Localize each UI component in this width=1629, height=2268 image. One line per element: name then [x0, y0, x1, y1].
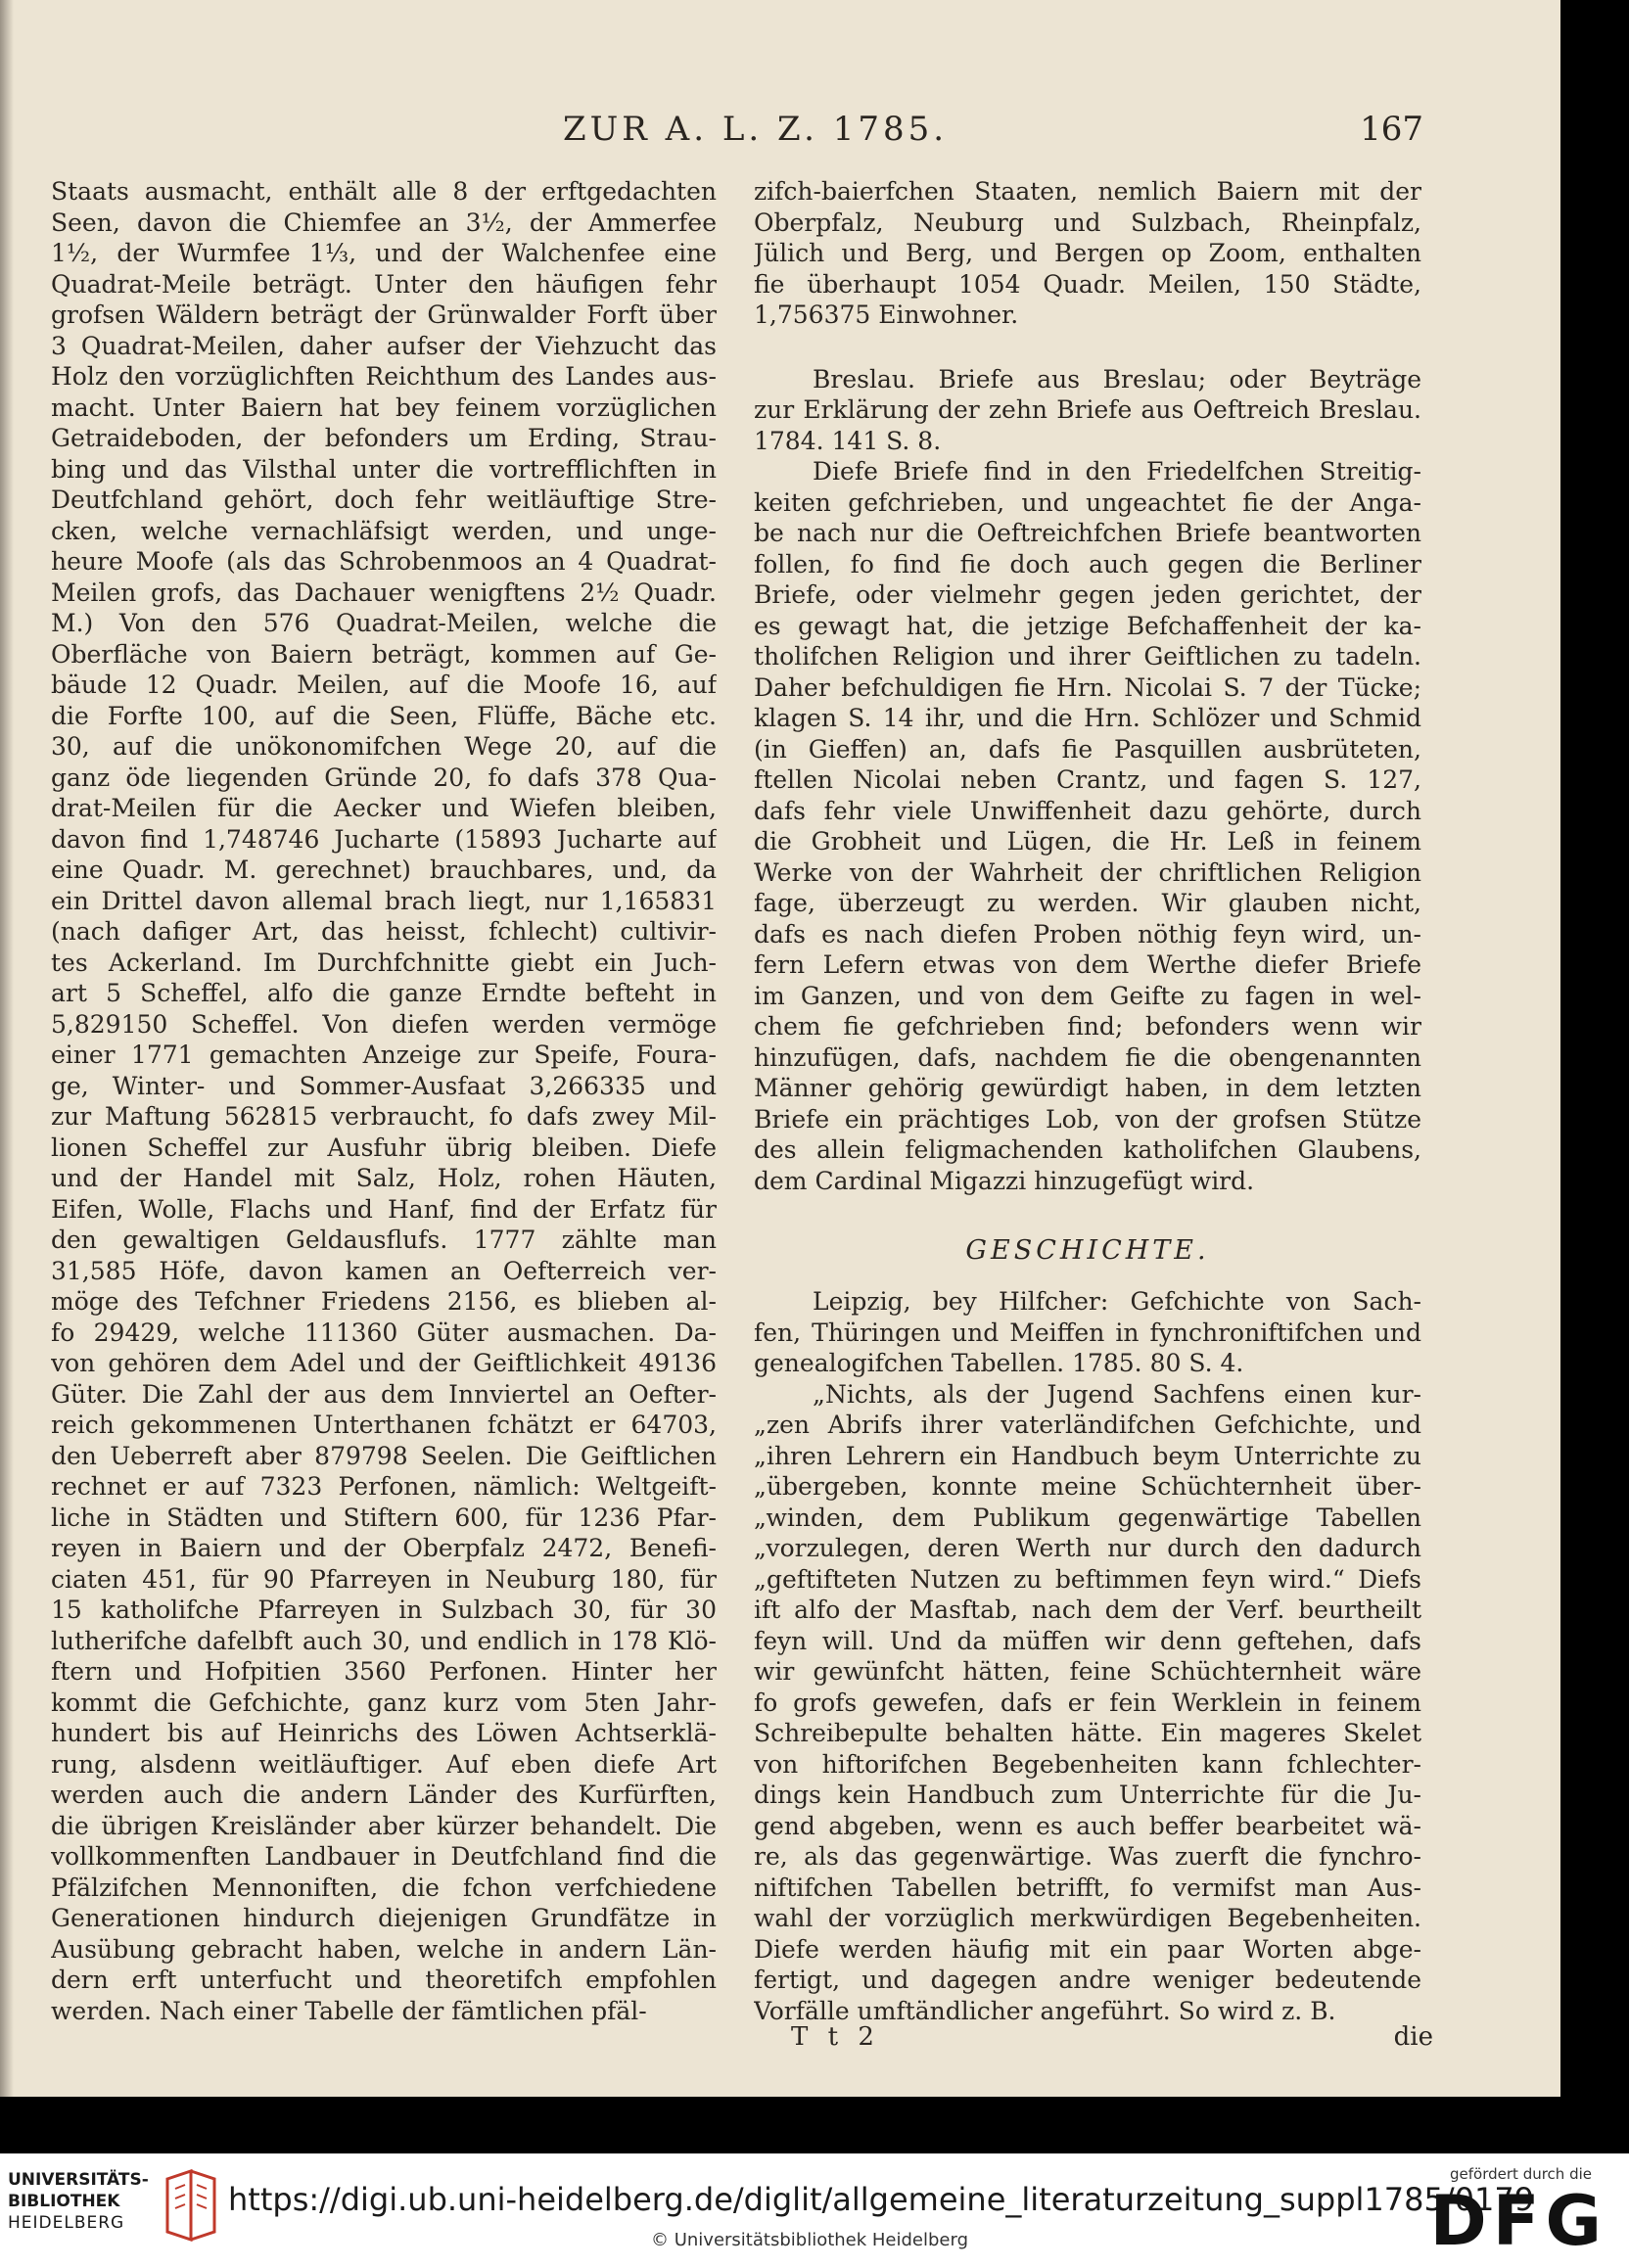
text-line: fertigt, und dagegen andre weniger bedeutende [754, 1966, 1421, 1994]
text-line: lionen Scheffel zur Ausfuhr übrig bleiben. Diefe [51, 1133, 717, 1162]
text-line: fo 29429, welche 111360 Güter ausmachen. Da- [51, 1318, 717, 1347]
text-line: eine Quadr. M. gerechnet) brauchbares, und, da [51, 856, 717, 884]
text-line: Seen, davon die Chiemfee an 3½, der Ammerfee [51, 208, 717, 237]
text-block-leipzig-review [754, 1286, 1421, 2026]
text-line: fo grofs gewefen, dafs er fein Werklein in feinem [754, 1688, 1421, 1717]
text-line: „geftifteten Nutzen zu beftimmen feyn wird.“ Diefs [754, 1564, 1421, 1594]
text-line: Quadrat-Meile beträgt. Unter den häufigen fehr [51, 269, 717, 299]
text-line: cken, welche vernachläfsigt werden, und unge- [51, 516, 717, 545]
text-line: Briefe ein prächtiges Lob, von der grofsen Stütze [754, 1104, 1421, 1134]
text-line: wahl der vorzüglich merkwürdigen Begebenheiten. [754, 1904, 1421, 1932]
text-line: möge des Tefchner Friedens 2156, es blieben al- [51, 1287, 717, 1316]
text-line: Meilen grofs, das Dachauer wenigftens 2½ Quadr. [51, 578, 717, 607]
text-line: werden auch die andern Länder des Kurfürften, [51, 1781, 717, 1809]
institution-line: BIBLIOTHEK [8, 2192, 120, 2211]
text-line: „übergeben, konnte meine Schüchternheit über- [754, 1472, 1421, 1501]
text-line: keiten gefchrieben, und ungeachtet fie der Anga- [754, 487, 1421, 517]
text-line: Staats ausmacht, enthält alle 8 der erftgedachten [51, 177, 717, 206]
text-line: fern Lefern etwas von dem Werthe diefer Briefe [754, 950, 1421, 979]
text-block-breslau-review [754, 364, 1421, 1197]
text-line: follen, fo find fie doch auch gegen die Berliner [754, 549, 1421, 579]
running-head-title: ZUR A. L. Z. 1785. [563, 110, 949, 149]
running-head [563, 110, 1423, 149]
text-line: kommt die Gefchichte, ganz kurz vom 5ten Jahr- [51, 1688, 717, 1717]
text-line: Generationen hindurch diejenigen Grundfätze in [51, 1904, 717, 1932]
text-line: Breslau. Briefe aus Breslau; oder Beyträge [813, 364, 1421, 393]
text-line: fage, überzeugt zu werden. Wir glauben nicht, [754, 889, 1421, 917]
text-line: 1784. 141 S. 8. [754, 426, 942, 455]
text-line: dern erft unterfucht und theoretifch empfohlen [51, 1966, 717, 1994]
text-line: ftern und Hofpitien 3560 Perfonen. Hinter her [51, 1657, 717, 1686]
text-line: wir gewünfcht hätten, feine Schüchternheit wäre [754, 1657, 1421, 1686]
signature-mark: T t 2 [791, 2022, 880, 2052]
text-line: 31,585 Höfe, davon kamen an Oefterreich ver- [51, 1256, 717, 1285]
funded-by-label: gefördert durch die [1450, 2165, 1592, 2183]
text-line: Werke von der Wahrheit der chriftlichen Religion [754, 857, 1421, 887]
text-line: dafs fehr viele Unwiffenheit dazu gehörte, durch [754, 796, 1421, 825]
text-line: einer 1771 gemachten Anzeige zur Speife, Foura- [51, 1041, 717, 1069]
block-gap [754, 1196, 1421, 1229]
text-line: ge, Winter- und Sommer-Ausfaat 3,266335 und [51, 1071, 717, 1100]
text-line: tholifchen Religion und ihrer Geiftlichen zu tadeln. [754, 642, 1421, 671]
text-line: art 5 Scheffel, alfo die ganze Erndte befteht in [51, 979, 717, 1007]
text-line: im Ganzen, und von dem Geifte zu fagen in wel- [754, 981, 1421, 1010]
text-line: zifch-baierfchen Staaten, nemlich Baiern mit der [754, 177, 1421, 206]
text-line: den Ueberreft aber 879798 Seelen. Die Geiftlichen [51, 1441, 717, 1470]
block-gap [754, 331, 1421, 364]
text-line: und der Handel mit Salz, Holz, rohen Häuten, [51, 1164, 717, 1192]
text-line: ciaten 451, für 90 Pfarreyen in Neuburg 180, für [51, 1564, 717, 1594]
text-line: Eifen, Wolle, Flachs und Hanf, find der Erfatz für [51, 1194, 717, 1224]
text-line: 5,829150 Scheffel. Von diefen werden vermöge [51, 1009, 717, 1039]
text-line: „zen Abrifs ihrer vaterländifchen Gefchichte, und [754, 1411, 1421, 1439]
text-line: Ausübung gebracht haben, welche in andern Län- [51, 1934, 717, 1964]
text-line: Getraideboden, der befonders um Erding, Strau- [51, 424, 717, 452]
text-line: vollkommenften Landbauer in Deutfchland find die [51, 1842, 717, 1871]
text-line: „vorzulegen, deren Werth nur durch den dadurch [754, 1534, 1421, 1562]
text-line: feyn will. Und da müffen wir denn geftehen, dafs [754, 1626, 1421, 1655]
text-line: 15 katholifche Pfarreyen in Sulzbach 30, für 30 [51, 1596, 717, 1624]
text-line: ganz öde liegenden Gründe 20, fo dafs 378 Qua- [51, 763, 717, 792]
text-line: (in Gieffen) an, dafs fie Pasquillen ausbrüteten, [754, 734, 1421, 764]
text-line: Diefe werden häufig mit ein paar Worten abge- [754, 1934, 1421, 1964]
text-line: heure Moofe (als das Schrobenmoos an 4 Quadrat- [51, 547, 717, 576]
institution-line: UNIVERSITÄTS- [8, 2170, 149, 2190]
text-line: zur Maftung 562815 verbraucht, fo dafs zwey Mil- [51, 1102, 717, 1131]
footer-bar [0, 2153, 1629, 2268]
institution-line: HEIDELBERG [8, 2213, 125, 2233]
text-line: Güter. Die Zahl der aus dem Innviertel an Oefter- [51, 1379, 717, 1409]
text-line: genealogifchen Tabellen. 1785. 80 S. 4. [754, 1349, 1244, 1377]
text-line: „winden, dem Publikum gegenwärtige Tabellen [754, 1503, 1421, 1532]
text-line: 1,756375 Einwohner. [754, 301, 1019, 329]
text-line: „ihren Lehrern ein Handbuch beym Unterrichte zu [754, 1441, 1421, 1470]
text-line: chem fie gefchrieben find; befonders wenn wir [754, 1012, 1421, 1041]
text-line: „Nichts, als der Jugend Sachfens einen kur- [813, 1379, 1421, 1409]
text-line: Briefe, oder vielmehr gegen jeden gerichtet, der [754, 580, 1421, 609]
text-line: 3 Quadrat-Meilen, daher aufser der Viehzucht das [51, 331, 717, 360]
catchword: die [1393, 2022, 1433, 2052]
text-line: werden. Nach einer Tabelle der fämtlichen pfäl- [51, 1996, 647, 2025]
text-line: Deutfchland gehört, doch fehr weitläuftige Stre- [51, 486, 717, 514]
text-line: fie überhaupt 1054 Quadr. Meilen, 150 Städte, [754, 269, 1421, 299]
text-line: klagen S. 14 ihr, und die Hrn. Schlözer und Schmid [754, 704, 1421, 732]
section-heading: GESCHICHTE. [965, 1235, 1210, 1266]
text-line: den gewaltigen Geldausflufs. 1777 zählte man [51, 1226, 717, 1254]
left-column [51, 176, 717, 2026]
text-line: Holz den vorzüglichften Reichthum des Landes aus- [51, 362, 717, 391]
text-line: Oberfläche von Baiern beträgt, kommen auf Ge- [51, 639, 717, 669]
text-line: zur Erklärung der zehn Briefe aus Oeftreich Breslau. [754, 395, 1421, 424]
text-line: Männer gehörig gewürdigt haben, in dem letzten [754, 1074, 1421, 1102]
text-line: bäude 12 Quadr. Meilen, auf die Moofe 16, auf [51, 671, 717, 699]
text-line: reyen in Baiern und der Oberpfalz 2472, Benefi- [51, 1534, 717, 1562]
text-line: dem Cardinal Migazzi hinzugefügt wird. [754, 1166, 1255, 1195]
text-line: ein Drittel davon allemal brach liegt, nur 1,165831 [51, 886, 717, 915]
text-line: rechnet er auf 7323 Perfonen, nämlich: Weltgeift- [51, 1472, 717, 1501]
text-line: hinzufügen, dafs, nachdem fie die obengenannten [754, 1042, 1421, 1072]
permalink-url[interactable]: https://digi.ub.uni-heidelberg.de/diglit/allgemeine_literaturzeitung_suppl1785/0179 [228, 2181, 1535, 2218]
text-line: gend abgeben, wenn es auch beffer bearbeitet wä- [754, 1811, 1421, 1840]
text-line: re, als das gegenwärtige. Was zuerft die fynchro- [754, 1842, 1421, 1871]
dfg-logo: DFG [1429, 2181, 1607, 2261]
text-line: fen, Thüringen und Meiffen in fynchroniftifchen und [754, 1318, 1421, 1347]
right-column [754, 176, 1421, 2026]
text-line: dafs es nach diefen Proben nöthig feyn wird, un- [754, 919, 1421, 949]
text-line: von hiftorifchen Begebenheiten kann fchlechter- [754, 1749, 1421, 1779]
text-line: lutherifche dafelbft auch 30, und endlich in 178 Klö- [51, 1626, 717, 1655]
text-line: hundert bis auf Heinrichs des Löwen Achtserklä- [51, 1719, 717, 1747]
library-logo-icon [162, 2165, 220, 2245]
text-line: die Forfte 100, auf die Seen, Flüffe, Bäche etc. [51, 701, 717, 730]
text-line: reich gekommenen Unterthanen fchätzt er 64703, [51, 1411, 717, 1439]
text-line: ift alfo der Masftab, nach dem der Verf. beurtheilt [754, 1596, 1421, 1624]
text-line: Diefe Briefe find in den Friedelfchen Streitig- [813, 457, 1421, 486]
text-line: die übrigen Kreisländer aber kürzer behandelt. Die [51, 1811, 717, 1840]
text-line: M.) Von den 576 Quadrat-Meilen, welche die [51, 609, 717, 637]
text-line: ftellen Nicolai neben Crantz, und fagen S. 127, [754, 765, 1421, 794]
text-line: Daher befchuldigen fie Hrn. Nicolai S. 7 der Tücke; [754, 672, 1421, 702]
text-line: Schreibepulte behalten hätte. Ein mageres Skelet [754, 1719, 1421, 1747]
text-line: rung, alsdenn weitläuftiger. Auf eben diefe Art [51, 1749, 717, 1779]
text-block-zusatz [754, 176, 1421, 331]
text-line: drat-Meilen für die Aecker und Wiefen bleiben, [51, 794, 717, 822]
page-number: 167 [1360, 110, 1423, 149]
text-line: Leipzig, bey Hilfcher: Gefchichte von Sach- [813, 1287, 1421, 1316]
text-line: von gehören dem Adel und der Geiftlichkeit 49136 [51, 1349, 717, 1377]
text-line: des allein feligmachenden katholifchen Glaubens, [754, 1135, 1421, 1164]
text-line: niftifchen Tabellen betrifft, fo vermifst man Aus- [754, 1873, 1421, 1902]
copyright-notice: © Universitätsbibliothek Heidelberg [651, 2230, 969, 2250]
text-line: grofsen Wäldern beträgt der Grünwalder Forft über [51, 301, 717, 329]
text-line: 1½, der Wurmfee 1⅓, und der Walchenfee eine [51, 239, 717, 267]
text-line: es gewagt hat, die jetzige Befchaffenheit der ka- [754, 611, 1421, 640]
text-line: 30, auf die unökonomifchen Wege 20, auf die [51, 732, 717, 761]
text-line: tes Ackerland. Im Durchfchnitte giebt ein Juch- [51, 948, 717, 977]
text-line: die Grobheit und Lügen, die Hr. Leß in feinem [754, 827, 1421, 856]
text-line: Oberpfalz, Neuburg und Sulzbach, Rheinpfalz, [754, 208, 1421, 237]
text-line: Pfälzifchen Mennoniften, die fchon verfchiedene [51, 1873, 717, 1902]
text-line: dings kein Handbuch zum Unterrichte für die Ju- [754, 1781, 1421, 1809]
signature-line [791, 2022, 1433, 2058]
text-line: macht. Unter Baiern hat bey feinem vorzüglichen [51, 393, 717, 422]
text-line: liche in Städten und Stiftern 600, für 1236 Pfar- [51, 1503, 717, 1532]
text-line: Vorfälle umftändlicher angeführt. So wird z. B. [754, 1996, 1336, 2025]
text-line: (nach dafiger Art, das heisst, fchlecht) cultivir- [51, 917, 717, 946]
text-line: Jülich und Berg, und Bergen op Zoom, enthalten [754, 239, 1421, 267]
text-line: be nach nur die Oeftreichfchen Briefe beantworten [754, 519, 1421, 547]
text-line: davon find 1,748746 Jucharte (15893 Jucharte auf [51, 824, 717, 854]
library-logo-text [8, 2169, 155, 2234]
text-line: bing und das Vilsthal unter die vortrefflichften in [51, 454, 717, 484]
